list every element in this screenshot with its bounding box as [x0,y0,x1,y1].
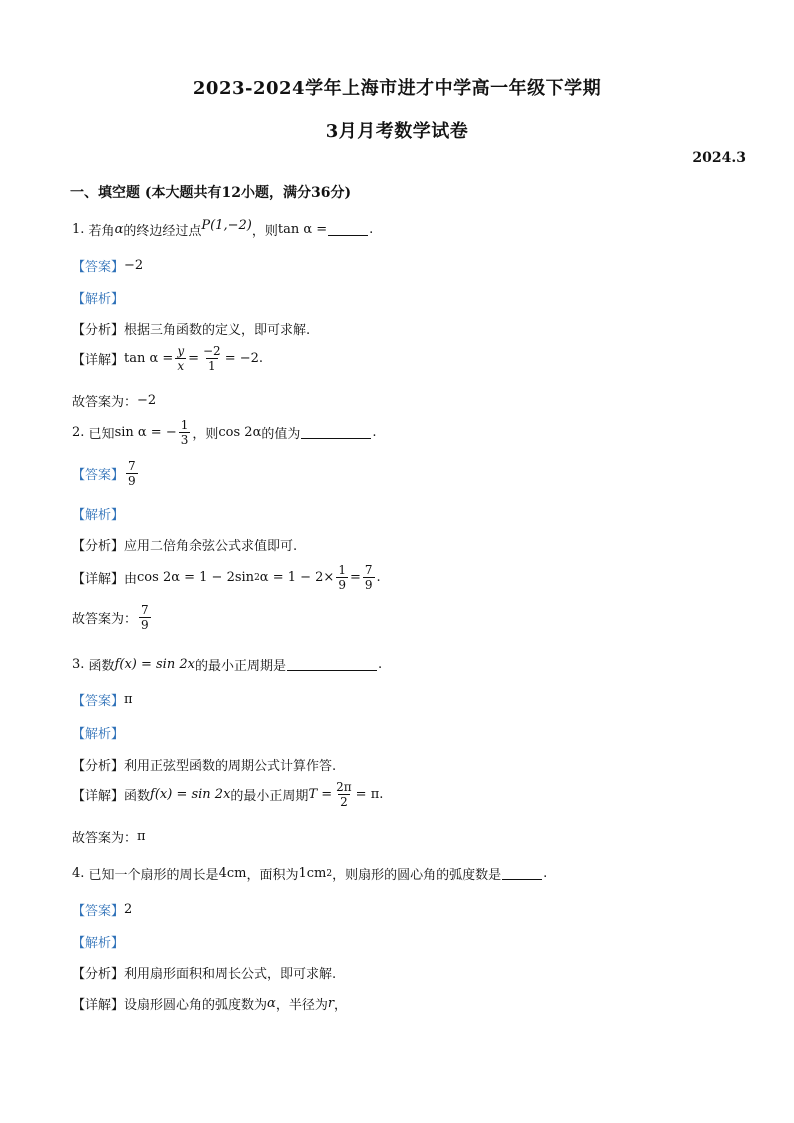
analysis-tag: 【解析】 [72,508,125,523]
final-label: 故答案为： [72,395,138,410]
q2-analysis [72,504,124,523]
answer-blank [328,223,368,236]
fenxi-tag: 【分析】 [72,539,125,554]
detail-tag: 【详解】 [72,998,125,1013]
q1-answer [72,256,143,275]
answer-tag: 【答案】 [72,468,125,483]
q4-fenxi: 【分析】 利用扇形面积和周长公式，即可求解. [72,963,336,982]
answer-blank [287,658,377,671]
q2-fenxi: 【分析】 应用二倍角余弦公式求值即可. [72,535,297,554]
math-alpha: α [114,222,124,237]
q2-answer [72,459,140,488]
final-label: 故答案为： [72,612,138,627]
answer-tag: 【答案】 [72,260,125,275]
q2-final [72,603,153,632]
fraction: $\frac{2\pi}{2}$ [336,780,352,809]
question-2: 2. 已知 sin α = − $\frac{1}{3}$ ，则 cos 2α 的值为 . [72,418,377,447]
fenxi-tag: 【分析】 [72,323,125,338]
exam-title: 2023-2024学年上海市进才中学高一年级下学期 [192,78,602,99]
math-expr: tan α = [277,222,328,237]
analysis-tag: 【解析】 [72,292,125,307]
exam-date: 2024.3 [692,150,746,166]
q4-answer: 【答案】 2 [72,902,133,919]
question-number: 3. [72,657,85,672]
answer-blank [301,426,371,439]
q3-final: 故答案为： π [72,829,146,846]
q3-fenxi: 【分析】 利用正弦型函数的周期公式计算作答. [72,755,336,774]
fraction: $\frac{1}{9}$ [338,563,346,592]
q1-analysis [72,288,124,307]
detail-tag: 【详解】 [72,789,125,804]
question-number: 2. [72,425,85,440]
fraction: $\frac{7}{9}$ [364,563,373,592]
q3-answer: 【答案】 π [72,692,133,709]
final-label: 故答案为： [72,831,138,846]
detail-tag: 【详解】 [72,572,125,587]
q4-detail: 【详解】 设扇形圆心角的弧度数为 α ，半径为 r ， [72,996,348,1013]
question-3: 3. 函数 f(x) = sin 2x 的最小正周期是 . [72,657,383,674]
answer-fraction: $\frac{7}{9}$ [128,459,136,488]
fraction: $\frac{y}{x}$ [177,344,185,373]
question-4: 4. 已知一个扇形的周长是 4cm ，面积为 1cm 2 ，则扇形的圆心角的弧度数是 . [72,866,548,883]
answer-blank [502,867,542,880]
analysis-tag: 【解析】 [72,727,125,742]
q1-detail: 【详解】 tan α = $\frac{y}{x}$ = $\frac{-2}{1}$ = −2. [72,344,264,373]
analysis-tag: 【解析】 [72,936,125,951]
fraction: $\frac{1}{3}$ [180,418,189,447]
q2-detail: 【详解】 由 cos 2α = 1 − 2sin 2 α = 1 − 2× $\frac{1}{9}$ = $\frac{7}{9}$ . [72,563,381,592]
question-number: 1. [72,222,85,237]
q1-final: 故答案为： −2 [72,393,157,410]
answer-value: −2 [124,258,144,273]
section-heading: 一、填空题 (本大题共有12小题，满分36分) [70,185,352,201]
fenxi-tag: 【分析】 [72,967,125,982]
detail-tag: 【详解】 [72,353,125,368]
math-point: P(1,−2) [201,218,252,233]
exam-subtitle: 3月月考数学试卷 [325,121,469,142]
q4-analysis [72,932,124,951]
answer-tag: 【答案】 [72,904,125,919]
q1-fenxi: 【分析】 根据三角函数的定义，即可求解. [72,319,310,338]
fenxi-tag: 【分析】 [72,759,125,774]
fraction: $\frac{-2}{1}$ [203,344,221,373]
answer-tag: 【答案】 [72,694,125,709]
q3-analysis [72,723,124,742]
final-fraction: $\frac{7}{9}$ [141,603,149,632]
question-1: 1. 若角 α 的终边经过点 P(1,−2) ，则 tan α = . [72,218,374,239]
q3-detail: 【详解】 函数 f(x) = sin 2x 的最小正周期 T = $\frac{2\pi}{2}$ = π. [72,780,384,809]
question-number: 4. [72,866,85,881]
